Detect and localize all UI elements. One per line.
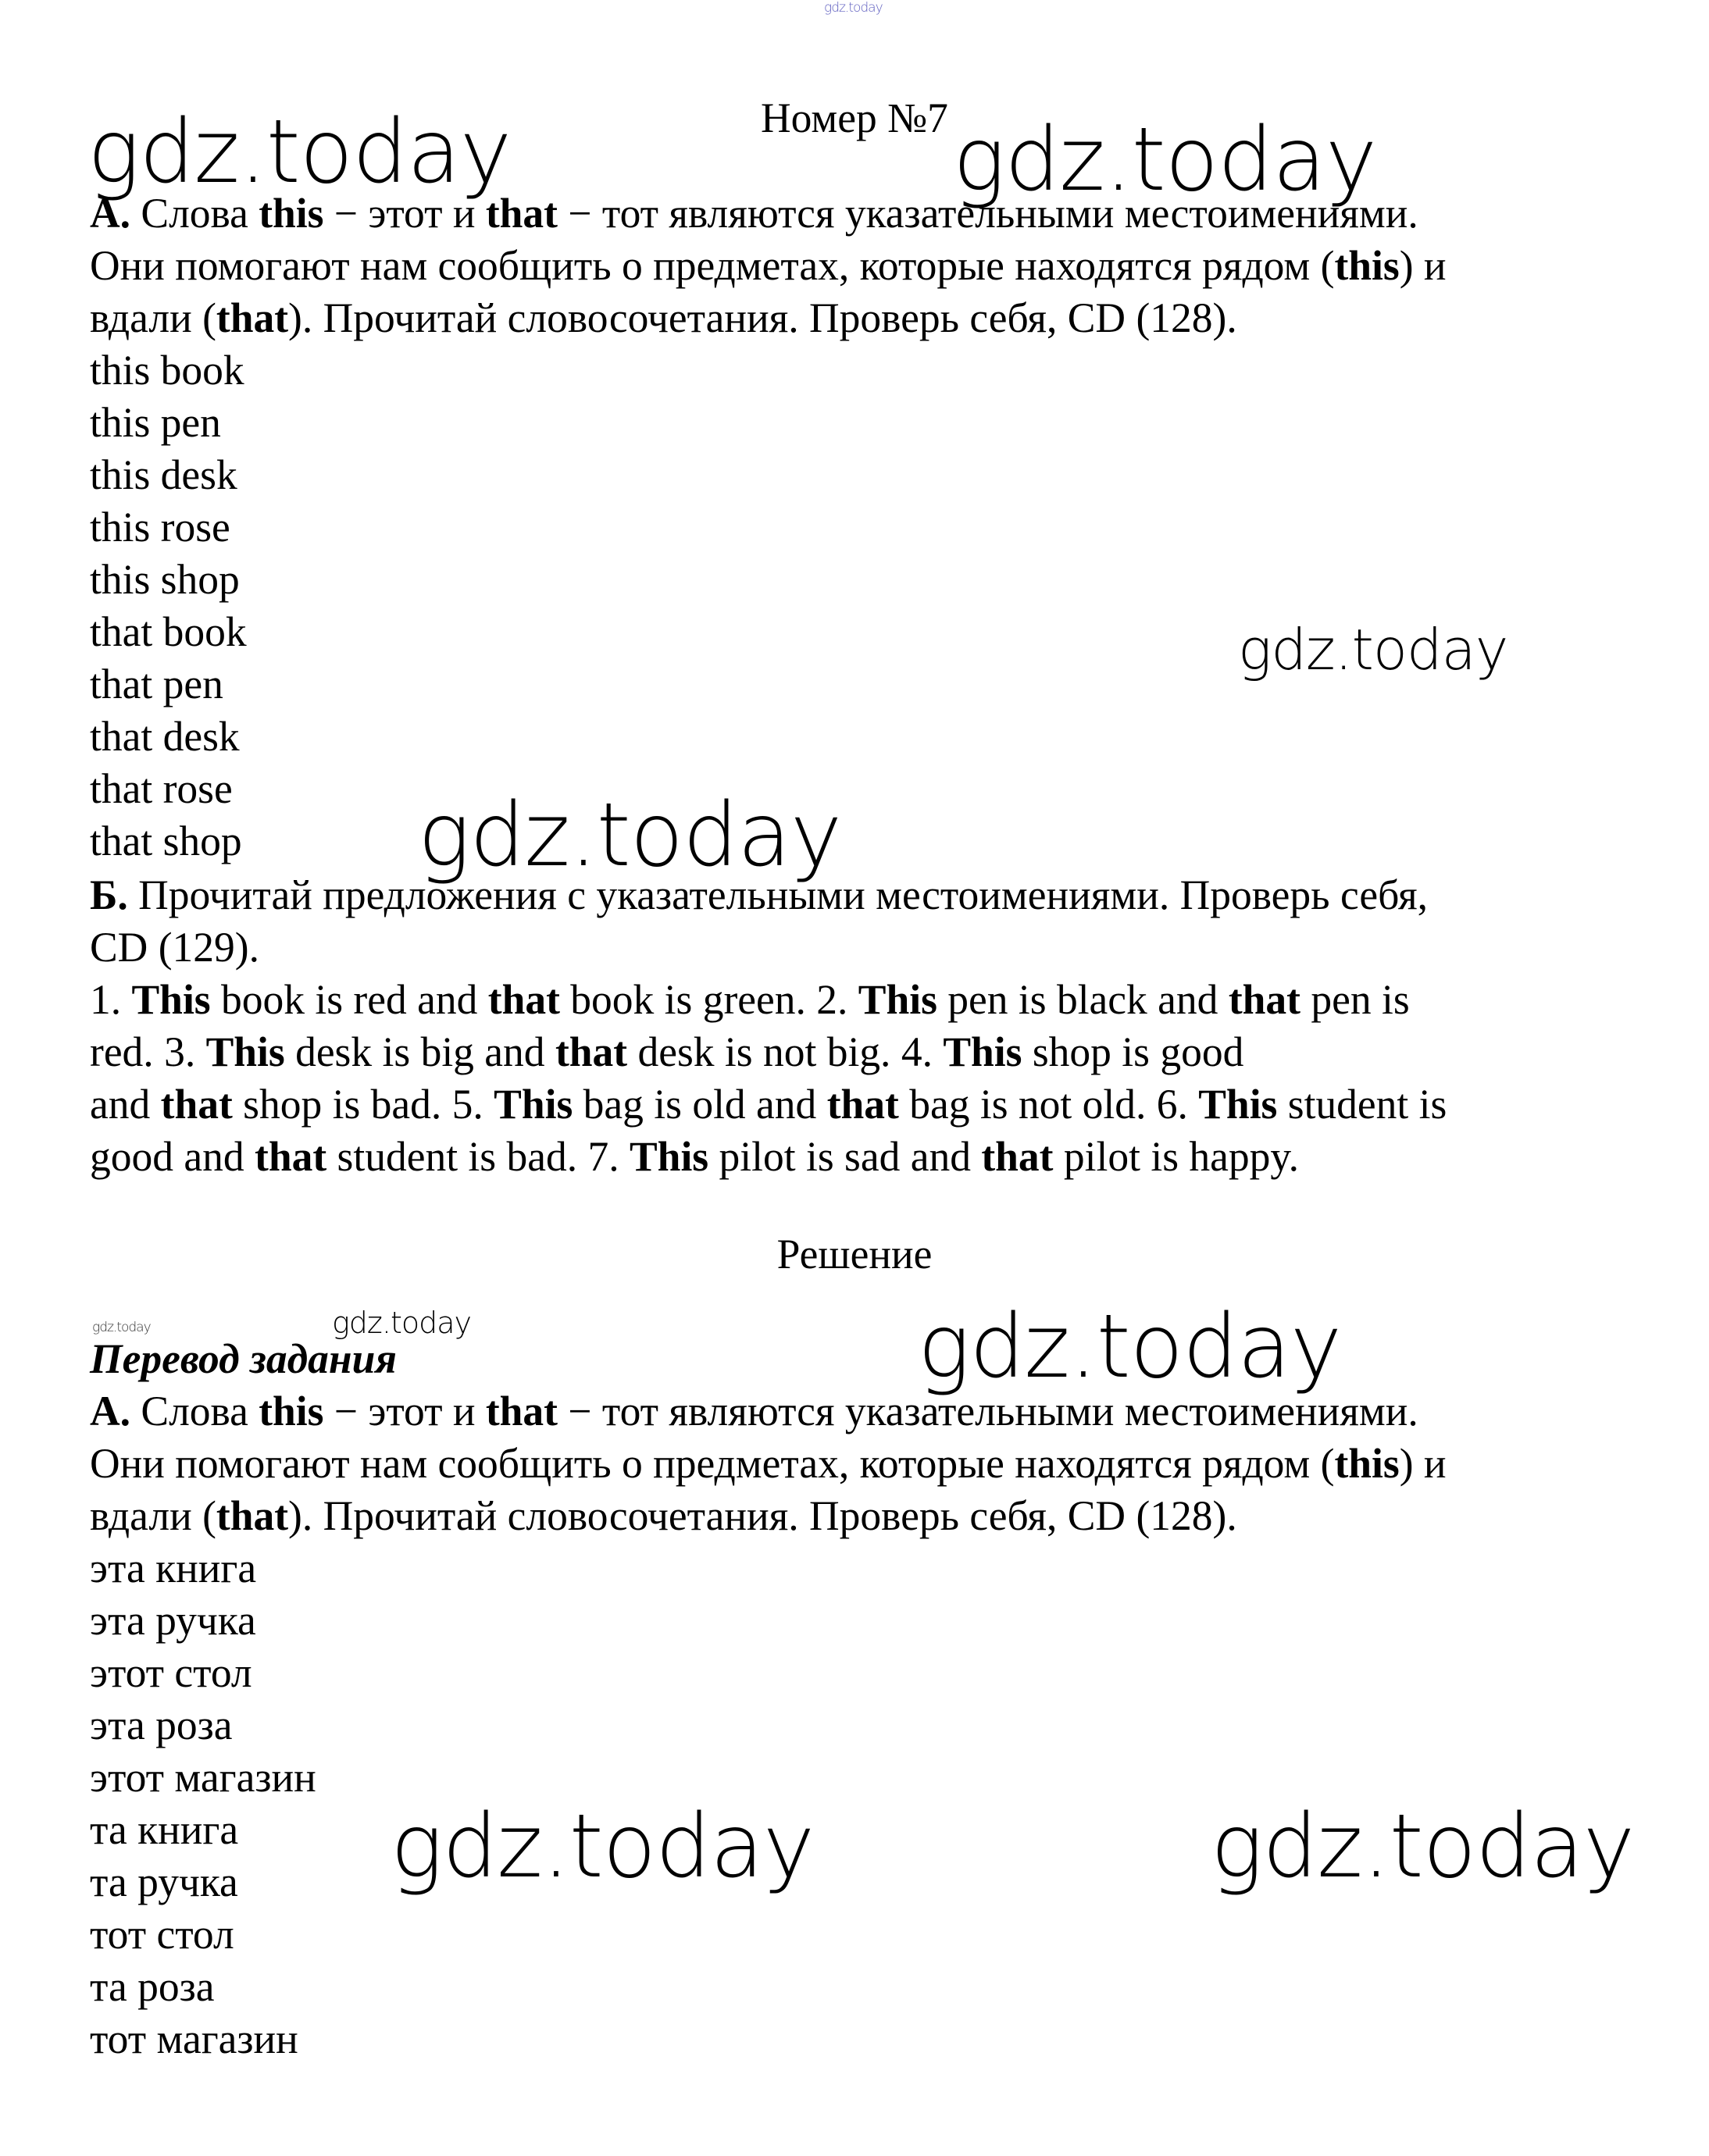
section-a-label: А. bbox=[90, 1388, 131, 1434]
list-item: та роза bbox=[90, 1963, 215, 2010]
word-this: This bbox=[858, 976, 937, 1023]
list-item: та книга bbox=[90, 1806, 239, 1853]
sentence-text: shop is good bbox=[1032, 1028, 1244, 1075]
section-a-line3b: ). Прочитай словосочетания. Проверь себя, CD (128). bbox=[288, 294, 1237, 341]
translation-heading: Перевод задания bbox=[90, 1335, 397, 1382]
word-this: This bbox=[494, 1081, 573, 1128]
sentence-text: bag is not old. bbox=[909, 1081, 1147, 1128]
list-item: this pen bbox=[90, 399, 221, 446]
sentence-text: pilot is happy. bbox=[1063, 1133, 1300, 1180]
section-a-line3b: ). Прочитай словосочетания. Проверь себя, CD (128). bbox=[288, 1492, 1237, 1539]
section-a-seg3: − тот являются указательными местоимениями. bbox=[568, 190, 1418, 237]
section-a-line2a: Они помогают нам сообщить о предметах, которые находятся рядом ( bbox=[90, 242, 1335, 289]
section-a-line2b: ) и bbox=[1399, 242, 1447, 289]
word-that: that bbox=[216, 1492, 289, 1539]
top-watermark: gdz.today bbox=[824, 0, 883, 16]
word-this: This bbox=[131, 976, 211, 1023]
watermark: gdz.today bbox=[953, 109, 1377, 211]
word-that: that bbox=[1228, 976, 1300, 1023]
watermark: gdz.today bbox=[87, 102, 512, 203]
word-that: that bbox=[160, 1081, 233, 1128]
section-a-seg1: Слова bbox=[141, 190, 248, 237]
phrases-en-list bbox=[90, 344, 247, 868]
watermark: gdz.today bbox=[391, 1796, 815, 1898]
sentence-text: bag is old and bbox=[583, 1081, 817, 1128]
list-item: этот магазин bbox=[90, 1754, 316, 1801]
list-item: this desk bbox=[90, 451, 237, 498]
word-that: that bbox=[485, 1388, 558, 1434]
word-this: this bbox=[259, 190, 324, 237]
list-item: this rose bbox=[90, 504, 230, 551]
word-that: that bbox=[555, 1028, 628, 1075]
sentence-text: book is green. bbox=[570, 976, 806, 1023]
watermark: gdz.today bbox=[332, 1306, 471, 1340]
list-item: та ручка bbox=[90, 1858, 238, 1905]
section-a-line-3 bbox=[90, 1490, 1629, 1542]
solution-title: Решение bbox=[776, 1231, 933, 1278]
sentence-number: 1. bbox=[90, 976, 122, 1023]
section-a-label: А. bbox=[90, 190, 131, 237]
section-a-line-1 bbox=[90, 1385, 1629, 1438]
sentence-text: shop is bad. bbox=[243, 1081, 442, 1128]
word-that: that bbox=[255, 1133, 327, 1180]
watermark: gdz.today bbox=[918, 1296, 1342, 1398]
sentence-line-3 bbox=[90, 1078, 1629, 1131]
word-this: This bbox=[1198, 1081, 1278, 1128]
section-a-paragraph bbox=[90, 187, 1629, 344]
list-item: эта роза bbox=[90, 1702, 233, 1748]
list-item: that desk bbox=[90, 713, 240, 760]
word-that: that bbox=[216, 294, 289, 341]
section-a-translation-paragraph bbox=[90, 1385, 1629, 1542]
word-that: that bbox=[485, 190, 558, 237]
sentence-text: red. bbox=[90, 1028, 154, 1075]
page-title: Номер №7 bbox=[761, 94, 948, 141]
section-a-line-3 bbox=[90, 292, 1629, 344]
sentence-text: desk is not big. bbox=[637, 1028, 891, 1075]
sentence-text: student is bbox=[1287, 1081, 1447, 1128]
watermark: gdz.today bbox=[1238, 617, 1508, 682]
sentence-number: 2. bbox=[816, 976, 848, 1023]
list-item: this shop bbox=[90, 556, 240, 603]
sentence-text: and bbox=[90, 1081, 151, 1128]
section-a-line-2 bbox=[90, 1438, 1629, 1490]
sentence-line-2 bbox=[90, 1026, 1629, 1078]
sentence-text: pen is bbox=[1311, 976, 1410, 1023]
word-this: this bbox=[1334, 242, 1400, 289]
sentence-text: desk is big and bbox=[295, 1028, 545, 1075]
sentence-text: book is red and bbox=[221, 976, 478, 1023]
phrases-ru-list bbox=[90, 1542, 316, 2065]
watermark: gdz.today bbox=[1211, 1796, 1635, 1898]
sentence-text: good and bbox=[90, 1133, 244, 1180]
sentence-number: 7. bbox=[587, 1133, 619, 1180]
section-b-line-2: CD (129). bbox=[90, 924, 259, 971]
word-this: This bbox=[205, 1028, 285, 1075]
list-item: this book bbox=[90, 347, 244, 394]
word-this: this bbox=[1334, 1440, 1400, 1487]
section-a-line2a: Они помогают нам сообщить о предметах, которые находятся рядом ( bbox=[90, 1440, 1335, 1487]
word-that: that bbox=[981, 1133, 1054, 1180]
sentence-number: 4. bbox=[901, 1028, 933, 1075]
list-item: that shop bbox=[90, 818, 242, 864]
sentence-text: pen is black and bbox=[947, 976, 1218, 1023]
list-item: that book bbox=[90, 608, 247, 655]
section-a-line3a: вдали ( bbox=[90, 1492, 216, 1539]
sentence-text: student is bad. bbox=[337, 1133, 578, 1180]
section-a-seg2: − этот и bbox=[334, 190, 476, 237]
list-item: этот стол bbox=[90, 1649, 252, 1696]
word-this: This bbox=[943, 1028, 1022, 1075]
section-a-seg2: − этот и bbox=[334, 1388, 476, 1434]
watermark: gdz.today bbox=[418, 785, 842, 886]
watermark: gdz.today bbox=[92, 1320, 151, 1335]
list-item: эта книга bbox=[90, 1545, 257, 1591]
word-this: this bbox=[259, 1388, 324, 1434]
section-b-paragraph bbox=[90, 869, 1629, 1183]
word-that: that bbox=[826, 1081, 899, 1128]
list-item: тот магазин bbox=[90, 2015, 298, 2062]
list-item: that pen bbox=[90, 661, 223, 707]
section-b-instruction: Прочитай предложения с указательными местоимениями. Проверь себя, bbox=[138, 871, 1428, 918]
sentence-number: 3. bbox=[164, 1028, 196, 1075]
section-a-seg3: − тот являются указательными местоимениями. bbox=[568, 1388, 1418, 1434]
word-that: that bbox=[487, 976, 560, 1023]
section-b-label: Б. bbox=[90, 871, 128, 918]
section-a-seg1: Слова bbox=[141, 1388, 248, 1434]
list-item: that rose bbox=[90, 765, 233, 812]
word-this: This bbox=[630, 1133, 709, 1180]
sentence-text: pilot is sad and bbox=[719, 1133, 971, 1180]
list-item: тот стол bbox=[90, 1911, 234, 1958]
list-item: эта ручка bbox=[90, 1597, 256, 1644]
sentence-line-1 bbox=[90, 974, 1629, 1026]
sentence-number: 6. bbox=[1156, 1081, 1188, 1128]
section-a-line-2 bbox=[90, 240, 1629, 292]
sentence-number: 5. bbox=[451, 1081, 483, 1128]
section-a-line2b: ) и bbox=[1399, 1440, 1447, 1487]
section-b-line-1 bbox=[90, 869, 1629, 921]
section-a-line3a: вдали ( bbox=[90, 294, 216, 341]
sentence-line-4 bbox=[90, 1131, 1629, 1183]
